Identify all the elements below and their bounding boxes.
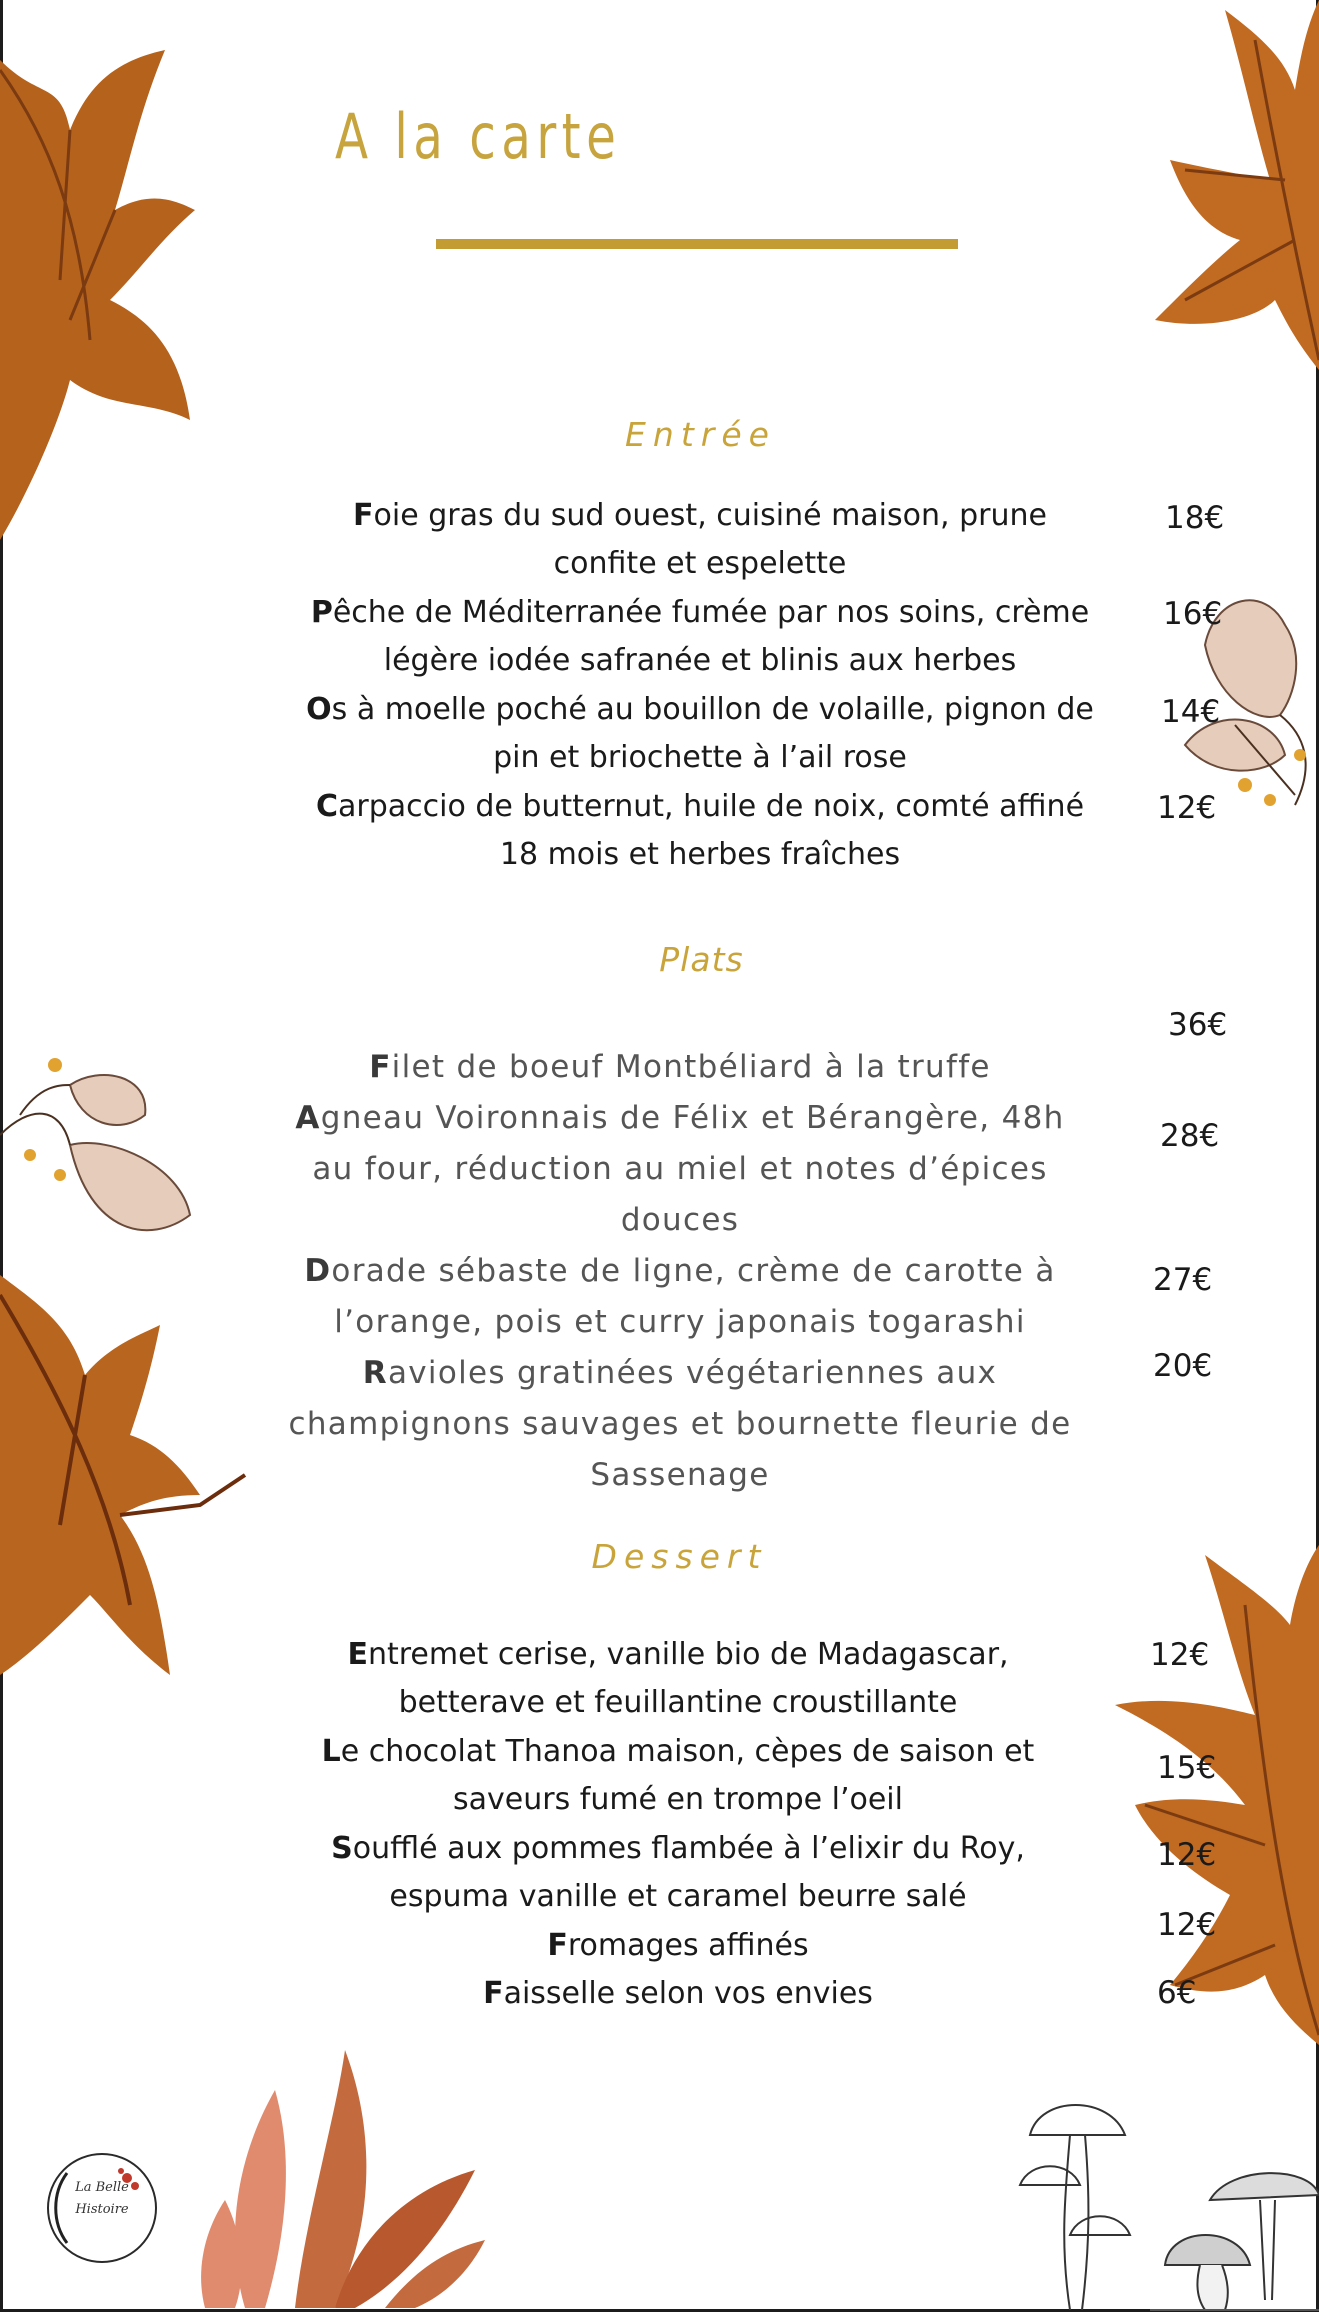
menu-item: Os à moelle poché au bouillon de volaille, pignon de pin et briochette à l’ail rose [306,692,1094,775]
autumn-leaf-top-right-icon [1145,0,1319,370]
menu-item: Soufflé aux pommes flambée à l’elixir du Roy, espuma vanille et caramel beurre salé [331,1831,1025,1914]
item-price: 28€ [1160,1118,1220,1154]
item-price: 12€ [1157,1837,1217,1873]
item-price: 12€ [1157,790,1217,826]
autumn-leaf-top-left-icon [0,20,200,560]
menu-title: A la carte [335,100,622,173]
item-price: 27€ [1153,1262,1213,1298]
flower-sprig-left-icon [0,1045,200,1265]
autumn-leaf-bottom-right-icon [1115,1545,1319,2050]
item-price: 15€ [1157,1750,1217,1786]
item-price: 36€ [1168,1007,1228,1043]
menu-item: Agneau Voironnais de Félix et Bérangère, 48h au four, réduction au miel et notes d’épices douces [295,1100,1065,1238]
menu-item: Fromages affinés [547,1928,809,1963]
item-price: 20€ [1153,1348,1213,1384]
restaurant-logo [47,2153,157,2263]
plant-leaves-bottom-icon [185,2040,485,2308]
autumn-leaf-middle-left-icon [0,1275,250,1680]
item-price: 18€ [1165,500,1225,536]
item-price: 12€ [1157,1907,1217,1943]
title-underline [436,239,958,249]
menu-item: Dorade sébaste de ligne, crème de carotte à l’orange, pois et curry japonais togarashi [304,1253,1056,1340]
menu-item: Pêche de Méditerranée fumée par nos soins, crème légère iodée safranée et blinis aux herbes [310,595,1090,678]
menu-item: Faisselle selon vos envies [483,1976,873,2011]
menu-item: Ravioles gratinées végétariennes aux champignons sauvages et bournette fleurie de Sassenage [288,1355,1072,1493]
logo-text: La Belle Histoire [75,2180,129,2217]
mushrooms-bottom-right-icon [1010,2085,1319,2312]
menu-item: Filet de boeuf Montbéliard à la truffe [369,1049,991,1085]
menu-item: Le chocolat Thanoa maison, cèpes de saison et saveurs fumé en trompe l’oeil [321,1734,1035,1817]
item-price: 16€ [1163,596,1223,632]
menu-item: Carpaccio de butternut, huile de noix, comté affiné 18 mois et herbes fraîches [315,789,1085,872]
item-price: 14€ [1161,694,1221,730]
menu-item: Foie gras du sud ouest, cuisiné maison, prune confite et espelette [353,498,1047,581]
menu-item: Entremet cerise, vanille bio de Madagascar, betterave et feuillantine croustillante [347,1637,1009,1720]
item-price: 6€ [1157,1975,1197,2011]
item-price: 12€ [1150,1637,1210,1673]
section-title-entree: Entrée [625,415,776,454]
section-title-dessert: Dessert [591,1537,768,1576]
section-title-plats: Plats [659,940,744,979]
